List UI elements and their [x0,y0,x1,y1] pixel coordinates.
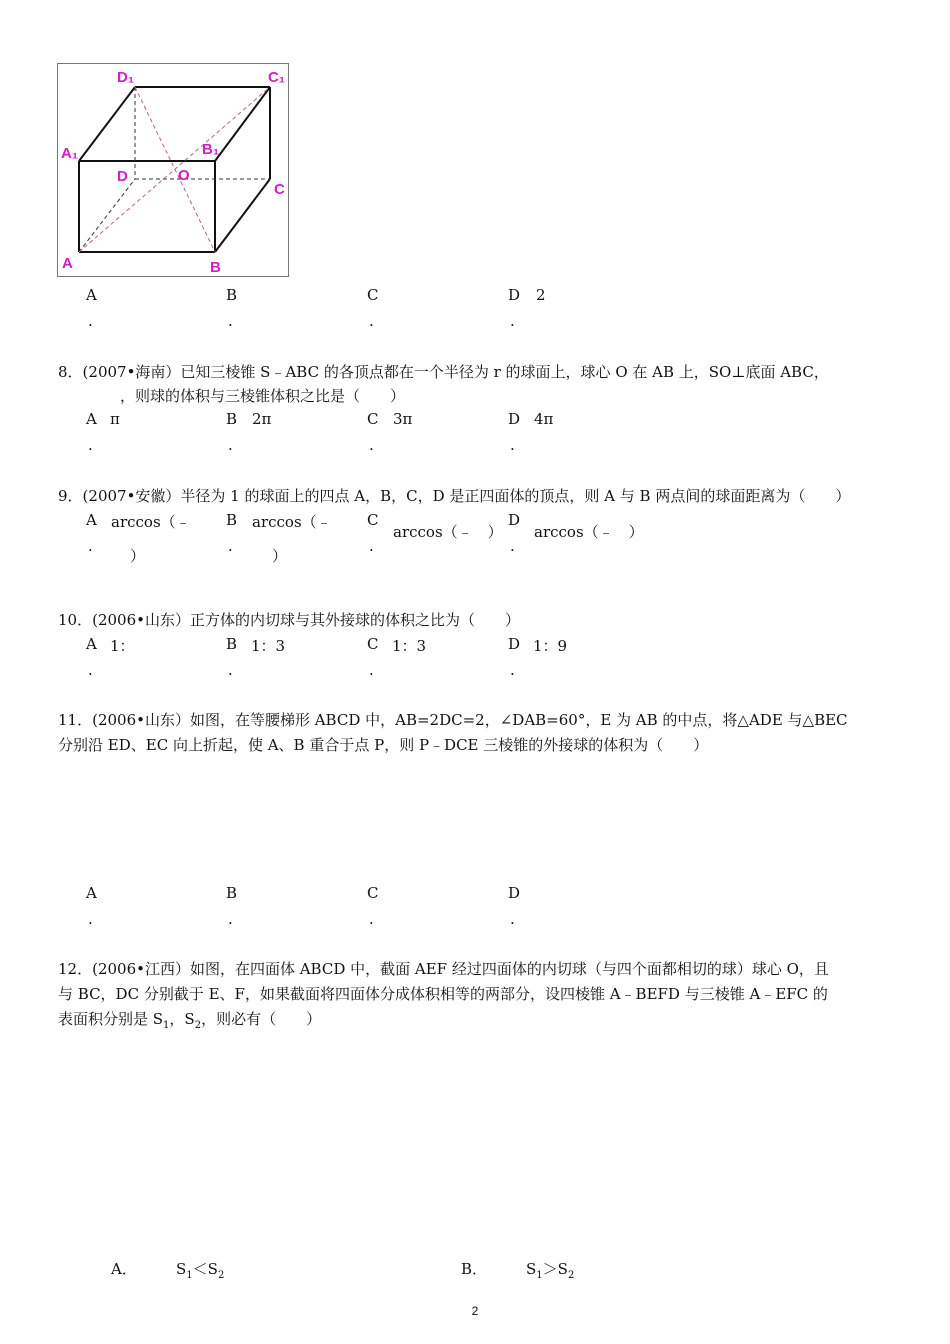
q9-option-a-close: ） [130,547,146,565]
q12-option-a-value [176,1258,224,1281]
q8-option-c-value: 3π [393,410,413,428]
q10-option-b-value: 1：3 [251,637,286,655]
q12-option-b-label: B． [461,1260,488,1278]
q8-option-b: B [226,410,238,428]
q7-option-d: D [508,286,521,304]
q10-option-a: A [86,635,97,653]
page-number: 2 [471,1304,479,1318]
q9-dot-b: . [228,537,233,555]
label-d1: D₁ [117,69,135,86]
q8-option-d: D [508,410,521,428]
diag-d1b [135,87,215,252]
cube-diagram [58,64,288,276]
q12-option-a-label: A． [111,1260,137,1278]
q9-option-d-value: arccos（﹣ ） [534,523,644,541]
q9-option-a-value: arccos（﹣ [111,513,191,531]
q8-dot-c: . [369,436,374,454]
label-a: A [62,255,73,272]
q12-sub-1: 1 [163,1020,170,1031]
q8-line2: ，则球的体积与三棱锥体积之比是（ ） [120,387,406,405]
edge-a1d1 [79,87,135,161]
label-c: C [274,181,285,198]
q9-dot-c: . [369,537,374,555]
label-c1: C₁ [268,69,286,86]
q9-line1: 9．(2007•安徽）半径为 1 的球面上的四点 A，B，C，D 是正四面体的顶点，则 A 与 B 两点间的球面距离为（ ） [58,487,851,505]
q7-dot-c: . [369,312,374,330]
q9-dot-d: . [510,537,515,555]
label-b: B [210,259,221,276]
edge-bc [215,179,270,252]
q9-dot-a: . [88,537,93,555]
q12-option-b-value [526,1258,574,1281]
q12-line1: 12．(2006•江西）如图，在四面体 ABCD 中，截面 AEF 经过四面体的内切球（与四个面都相切的球）球心 O，且 [58,960,829,978]
q11-option-a: A [86,884,97,902]
q12-option-b-rel: ＞S [542,1260,568,1278]
q9-option-a: A [86,511,97,529]
q8-option-a: A [86,410,97,428]
cube-figure [57,63,289,277]
q8-option-c: C [367,410,379,428]
q12-option-a-sub1: 1 [186,1270,193,1281]
q11-dot-c: . [369,910,374,928]
q7-option-a: A [86,286,97,304]
q10-option-d: D [508,635,521,653]
q9-option-c-value: arccos（﹣ ） [393,523,503,541]
q12-line2: 与 BC，DC 分别截于 E、F，如果截面将四面体分成体积相等的两部分，设四棱锥 A﹣BEFD 与三棱锥 A﹣EFC 的 [58,985,828,1003]
q8-dot-b: . [228,436,233,454]
q12-option-b-sub1: 1 [536,1270,543,1281]
q12-option-b-sub2: 2 [567,1270,575,1281]
q7-dot-a: . [88,312,93,330]
q12-line3-mid: ，S [169,1010,195,1028]
q8-option-b-value: 2π [252,410,272,428]
edge-b1c1 [215,87,270,161]
q11-option-d: D [508,884,521,902]
edge-ad [79,179,135,252]
q8-option-d-value: 4π [534,410,554,428]
q10-dot-a: . [88,661,93,679]
q10-option-d-value: 1：9 [533,637,568,655]
q11-line1: 11．(2006•山东）如图，在等腰梯形 ABCD 中，AB=2DC=2，∠DAB=60°，E 为 AB 的中点，将△ADE 与△BEC [58,711,848,729]
q10-option-a-value: 1： [110,637,135,655]
q11-dot-a: . [88,910,93,928]
q8-dot-d: . [510,436,515,454]
q9-option-b: B [226,511,238,529]
label-b1: B₁ [202,141,220,158]
q8-line1: 8．(2007•海南）已知三棱锥 S﹣ABC 的各顶点都在一个半径为 r 的球面上，球心 O 在 AB 上，SO⊥底面 ABC， [58,363,829,381]
q12-sub-2: 2 [194,1020,202,1031]
q7-option-c: C [367,286,379,304]
q9-option-d: D [508,511,521,529]
q11-dot-b: . [228,910,233,928]
q9-option-b-close: ） [272,547,288,565]
q8-dot-a: . [88,436,93,454]
q12-option-b-s: S [526,1260,537,1278]
label-d: D [117,168,128,185]
q12-line3 [58,1008,321,1031]
q11-dot-d: . [510,910,515,928]
q7-option-d-value: 2 [536,286,546,304]
q8-option-a-value: π [110,410,120,428]
label-a1: A₁ [61,145,79,162]
q11-line2: 分别沿 ED、EC 向上折起，使 A、B 重合于点 P，则 P﹣DCE 三棱锥的外接球的体积为（ ） [58,736,709,754]
q12-option-a-s: S [176,1260,187,1278]
q11-option-b: B [226,884,238,902]
q12-line3-post: ，则必有（ ） [201,1010,322,1028]
label-o: O [178,167,190,184]
q7-dot-b: . [228,312,233,330]
q10-dot-b: . [228,661,233,679]
q12-option-a-sub2: 2 [217,1270,225,1281]
q10-option-c-value: 1：3 [392,637,427,655]
q9-option-c: C [367,511,379,529]
q10-option-b: B [226,635,238,653]
q10-option-c: C [367,635,379,653]
q12-line3-pre: 表面积分别是 S [58,1010,164,1028]
q12-option-a-rel: ＜S [192,1260,218,1278]
q10-dot-d: . [510,661,515,679]
q10-line1: 10．(2006•山东）正方体的内切球与其外接球的体积之比为（ ） [58,611,520,629]
q7-option-b: B [226,286,238,304]
q11-option-c: C [367,884,379,902]
q9-option-b-value: arccos（﹣ [252,513,332,531]
q10-dot-c: . [369,661,374,679]
q7-dot-d: . [510,312,515,330]
